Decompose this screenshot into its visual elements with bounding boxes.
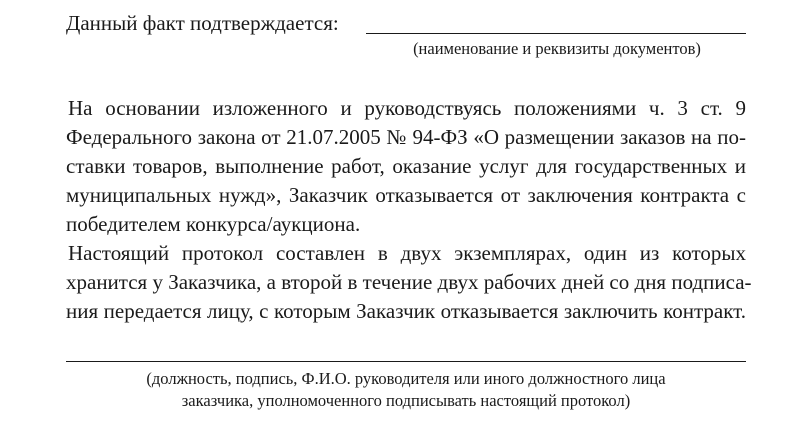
paragraph-copies xyxy=(62,239,752,326)
paragraph-line: Настоящий протокол составлен в двух экземплярах, один из которых xyxy=(68,241,746,265)
protocol-body-text xyxy=(62,94,752,326)
paragraph-line: ставки товаров, выполнение работ, оказание услуг для государственных и xyxy=(66,154,746,178)
signature-caption-line: заказчика, уполномоченного подписывать настоящий протокол) xyxy=(181,391,631,410)
paragraph-line: хранится у Заказчика, а второй в течение двух рабочих дней со дня подписа- xyxy=(66,270,752,294)
fact-documents-blank-line xyxy=(366,33,746,34)
signature-caption-line: (должность, подпись, Ф.И.О. руководителя или иного должностного лица xyxy=(146,369,666,388)
paragraph-line: муниципальных нужд», Заказчик отказывается от заключения контракта с xyxy=(66,183,746,207)
paragraph-line: ния передается лицу, с которым Заказчик отказывается заключить контракт. xyxy=(66,299,746,323)
signature-blank-line xyxy=(66,361,746,362)
paragraph-line: победителем конкурса/аукциона. xyxy=(66,212,361,236)
paragraph-refusal xyxy=(62,94,746,239)
fact-documents-caption: (наименование и реквизиты документов) xyxy=(413,39,701,58)
fact-confirmation-label: Данный факт подтверждается: xyxy=(66,11,339,35)
paragraph-line: Федерального закона от 21.07.2005 № 94-ФЗ «О размещении заказов на по- xyxy=(66,125,746,149)
signature-caption xyxy=(66,368,746,412)
paragraph-line: На основании изложенного и руководствуясь положениями ч. 3 ст. 9 xyxy=(68,96,746,120)
